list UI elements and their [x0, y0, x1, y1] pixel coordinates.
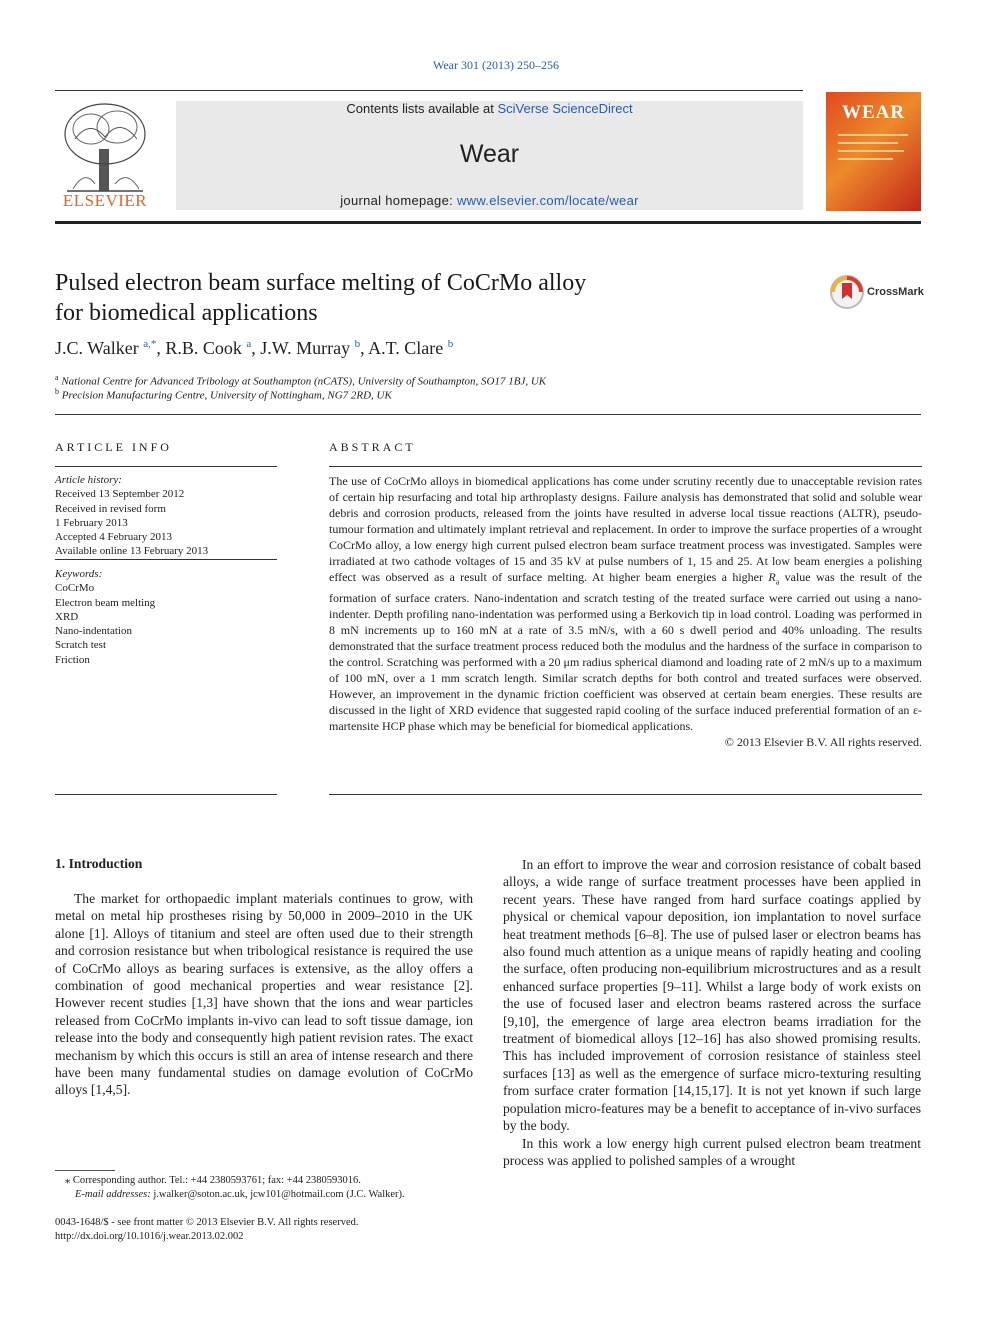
keywords-list [55, 567, 277, 667]
article-info-rule [55, 794, 277, 795]
email-addresses[interactable]: j.walker@soton.ac.uk, jcw101@hotmail.com (J.C. Walker). [150, 1189, 405, 1200]
history-item: Received in revised form [55, 502, 166, 515]
affiliation [55, 373, 546, 388]
homepage-link[interactable]: www.elsevier.com/locate/wear [456, 193, 639, 208]
journal-cover[interactable] [826, 92, 921, 211]
doi-link[interactable]: http://dx.doi.org/10.1016/j.wear.2013.02.002 [55, 1231, 244, 1242]
author-name[interactable]: J.C. Walker [55, 338, 139, 358]
author-affil-marker[interactable]: a [246, 338, 252, 350]
abstract-copyright: © 2013 Elsevier B.V. All rights reserved. [724, 735, 922, 750]
keyword-item: Friction [55, 653, 90, 666]
section-heading-introduction: 1. Introduction [55, 856, 143, 871]
email-label: E-mail addresses: [75, 1189, 151, 1200]
cover-title: WEAR [841, 102, 906, 123]
contents-availability [176, 101, 803, 116]
author-affil-marker[interactable]: b [354, 338, 361, 350]
affiliation-marker: b [55, 387, 59, 396]
roughness-subscript: a [775, 577, 780, 587]
abstract-rule [329, 466, 922, 467]
article-info-rule [55, 466, 277, 467]
body-column-right [503, 856, 921, 1169]
header-top-rule [55, 90, 803, 91]
sciencedirect-link[interactable]: SciVerse ScienceDirect [497, 101, 633, 116]
author-name[interactable]: A.T. Clare [368, 338, 444, 358]
footnote-email [75, 1188, 495, 1202]
elsevier-wordmark: ELSEVIER [62, 191, 148, 210]
history-item: Available online 13 February 2013 [55, 545, 209, 558]
abstract-part: The use of CoCrMo alloys in biomedical applications has come under scrutiny recently due to unacceptable revision rates of certain hip resurfacing and total hip arthroplasty designs. Failure analysis has demonstrated that solid and soluble wear debris and corrosion products, released from the joints have resulted in adverse local tissue reactions (ALTR), pseudo-tumour formation and ultimately implant retrieval and replacement. In order to improve the surface properties of a wrought CoCrMo alloy, a low energy high current pulsed electron beam surface treatment process was investigated. Samples were irradiated at two cathode voltages of 15 and 35 kV at pulse numbers of 1, 15 and 25. At low beam energies a polishing effect was observed as a result of surface melting. At higher beam energies a higher [329, 474, 922, 584]
author-name[interactable]: J.W. Murray [260, 338, 351, 358]
author-affil-marker[interactable]: a,* [143, 338, 157, 350]
keyword-item: Scratch test [55, 639, 107, 652]
history-item: 1 February 2013 [55, 516, 128, 529]
article-info-rule [55, 559, 277, 560]
contents-prefix: Contents lists available at [346, 101, 498, 116]
history-item: Received 13 September 2012 [55, 488, 185, 501]
abstract-part: value was the result of the formation of surface craters. Nano-indentation and scratch testing of the treated surface were carried out using a nano-indenter. Depth profiling nano-indentation was performed using a Berkovich tip in load control. Loading was performed in 8 mN increments up to 160 mN at a rate of 3.5 mN/s, with a 60 s dwell period and 40% unloading. The results demonstrated that the surface treatment process reduced both the modulus and the hardness of the surface in comparison to the control. Scratching was performed with a 20 μm radius spherical diamond and loading rate of 2 mN/s up to a maximum of 100 mN, over a 1 mm scratch length. Similar scratch depths for both control and treated surfaces were observed. However, an improvement in the dynamic friction coefficient was observed at certain beam energies. These results are discussed in the light of XRD evidence that suggested rapid cooling of the surface induced preferential formation of an ε-martensite HCP phase which may be beneficial for biomedical applications. [329, 570, 923, 734]
journal-name: Wear [459, 140, 520, 168]
paragraph: The market for orthopaedic implant materials continues to grow, with metal on metal hip prostheses rising by 50,000 in 2009–2010 in the UK alone [1]. Alloys of titanium and steel are often used due to their strength and corrosion resistance but when tribological resistance is required the use of CoCrMo alloys as bearing surfaces is extensive, as the alloy offers a combination of good mechanical properties and wear resistance [2]. However recent studies [1,3] have shown that the ions and wear particles released from CoCrMo implants in-vivo can lead to soft tissue damage, ion release into the body and consequently high patient revision rates. The exact mechanism by which this occurs is still an area of intense research and there have been many fundamental studies on damage evolution of CoCrMo alloys [1,4,5]. [55, 891, 473, 1098]
cover-line [838, 134, 908, 136]
crossmark-label: CrossMark [867, 286, 924, 298]
elsevier-logo [55, 99, 155, 211]
title-line-2: for biomedical applications [55, 300, 318, 326]
article-title [55, 268, 755, 328]
author-name[interactable]: R.B. Cook [165, 338, 242, 358]
cover-line [838, 158, 893, 160]
header-bottom-rule [55, 221, 921, 224]
cover-line [838, 142, 898, 144]
abstract-text [329, 473, 922, 750]
footnote-corresponding: ⁎ Corresponding author. Tel.: +44 2380593761; fax: +44 2380593016. [65, 1175, 361, 1186]
history-label: Article history: [55, 474, 122, 486]
journal-citation[interactable]: Wear 301 (2013) 250–256 [432, 58, 559, 72]
affiliation [55, 387, 392, 402]
issn-line: 0043-1648/$ - see front matter © 2013 Elsevier B.V. All rights reserved. [55, 1217, 359, 1228]
keyword-item: CoCrMo [55, 582, 95, 595]
keyword-item: Electron beam melting [55, 596, 156, 609]
footnote-rule [55, 1170, 115, 1171]
affiliation-text: Precision Manufacturing Centre, University of Nottingham, NG7 2RD, UK [61, 389, 392, 402]
keywords-label: Keywords: [55, 568, 103, 580]
article-info-heading: ARTICLE INFO [55, 440, 172, 454]
title-line-1: Pulsed electron beam surface melting of CoCrMo alloy [55, 270, 587, 296]
body-column-left [55, 890, 473, 1099]
abstract-rule [329, 794, 922, 795]
journal-homepage [176, 193, 803, 208]
article-history [55, 473, 277, 559]
affiliation-text: National Centre for Advanced Tribology at Southampton (nCATS), University of Southampton, SO17 1BJ, UK [61, 375, 547, 388]
history-item: Accepted 4 February 2013 [55, 531, 172, 544]
cover-line [838, 150, 904, 152]
homepage-prefix: journal homepage: [340, 193, 457, 208]
affiliation-marker: a [55, 373, 59, 382]
paragraph: In this work a low energy high current pulsed electron beam treatment process was applied to polished samples of a wrought [503, 1135, 921, 1168]
author-list: J.C. Walker $^{a,*}$, R.B. Cook $^a$, J.W. Murray $^b$, A.T. Clare $^b$ [55, 338, 454, 358]
abstract-heading: ABSTRACT [329, 440, 416, 454]
paragraph: In an effort to improve the wear and corrosion resistance of cobalt based alloys, a wide range of surface treatment processes have been applied in recent years. These have ranged from hard surface coatings applied by physical or chemical vapour deposition, ion implantation to novel surface heat treatment methods [6–8]. The use of pulsed laser or electron beams has also found much attention as a unique means of rapidly heating and cooling the surface, often producing non-equilibrium microstructures and as a result enhanced surface properties [9–11]. Whilst a large body of work exists on the use of focused laser and electron beams rastered across the surface [9,10], the emergence of large area electron beams irradiation for the treatment of biomedical alloys [12–16] has also showed promising results. This has included improvement of corrosion resistance of stainless steel surfaces [13] as well as the emergence of surface micro-texturing resulting from surface crater formation [14,15,17]. It is not yet known if such large population micro-features may be a benefit to acceptance of in-vivo surfaces by the body. [503, 857, 921, 1134]
section-rule [55, 414, 921, 415]
keyword-item: Nano-indentation [55, 625, 132, 638]
crossmark-icon [829, 274, 865, 310]
author-affil-marker[interactable]: b [447, 338, 454, 350]
roughness-symbol: R [768, 570, 776, 584]
keyword-item: XRD [55, 610, 79, 623]
